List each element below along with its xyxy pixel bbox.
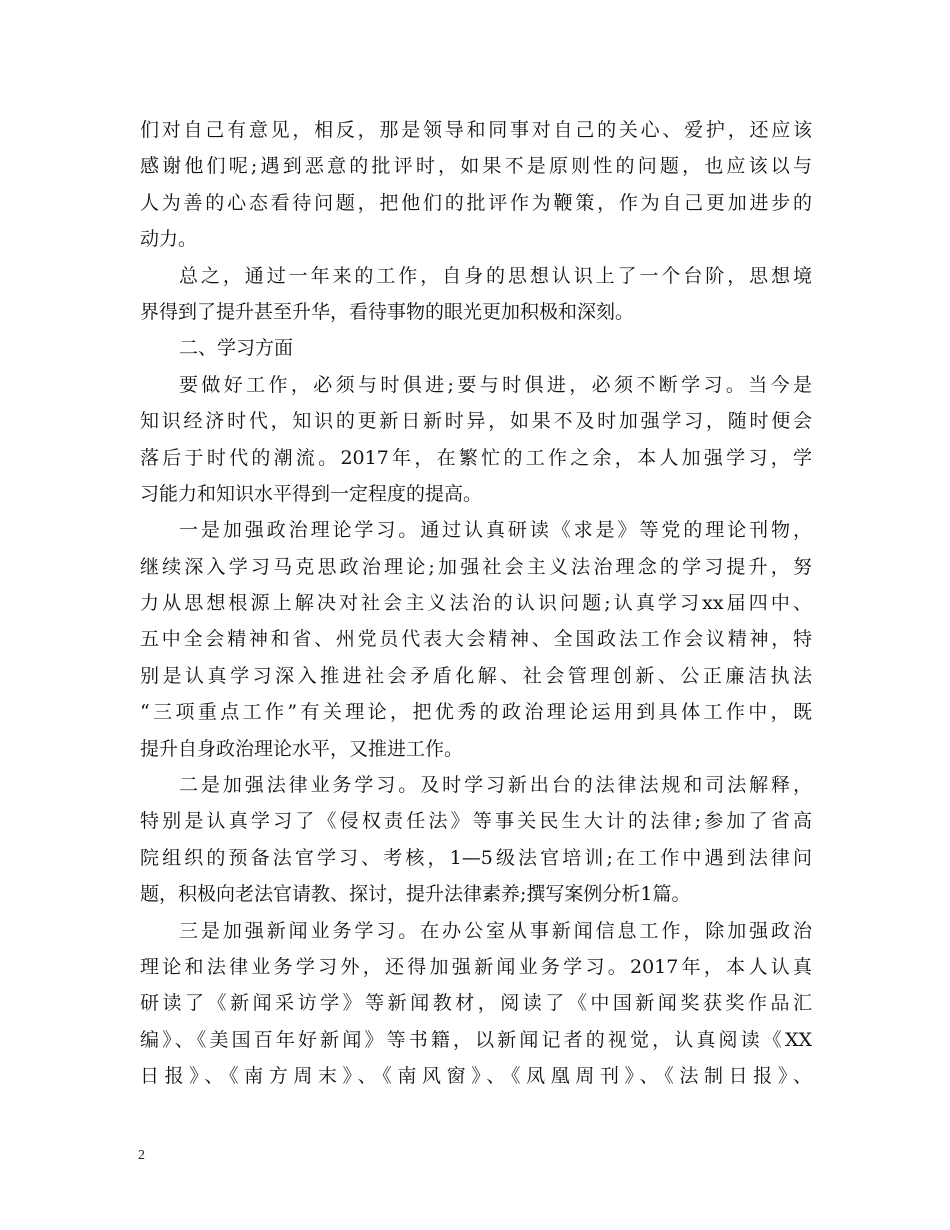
text-line: 继续深入学习马克思政治理论;加强社会主义法治理念的学习提升，努 [140, 555, 812, 578]
section-heading: 二、学习方面 [179, 337, 294, 360]
text-line: 日报》、《南方周末》、《南风窗》、《凤凰周刊》、《法制日报》、 [140, 1065, 812, 1088]
text-line: 一是加强政治理论学习。通过认真研读《求是》等党的理论刊物， [179, 519, 812, 542]
text-line: 界得到了提升甚至升华，看待事物的眼光更加积极和深刻。 [140, 300, 635, 323]
text-line: 编》、《美国百年好新闻》等书籍，以新闻记者的视觉，认真阅读《XX [140, 1028, 812, 1051]
text-line: 总之，通过一年来的工作，自身的思想认识上了一个台阶，思想境 [179, 264, 812, 287]
text-line: 三是加强新闻业务学习。在办公室从事新闻信息工作，除加强政治 [179, 919, 812, 942]
text-line: 特别是认真学习了《侵权责任法》等事关民生大计的法律;参加了省高 [140, 810, 812, 833]
text-line: 习能力和知识水平得到一定程度的提高。 [140, 482, 483, 505]
document-body [140, 112, 812, 1095]
text-line: 落后于时代的潮流。2017年，在繁忙的工作之余，本人加强学习，学 [140, 446, 812, 469]
text-line: 人为善的心态看待问题，把他们的批评作为鞭策，作为自己更加进步的 [140, 191, 812, 214]
text-line: 知识经济时代，知识的更新日新时异，如果不及时加强学习，随时便会 [140, 410, 812, 433]
text-line: 力从思想根源上解决对社会主义法治的认识问题;认真学习xx届四中、 [140, 592, 812, 615]
text-line: 五中全会精神和省、州党员代表大会精神、全国政法工作会议精神，特 [140, 628, 812, 651]
text-line: 别是认真学习深入推进社会矛盾化解、社会管理创新、公正廉洁执法 [140, 664, 812, 687]
text-line: 动力。 [140, 228, 198, 251]
text-line: 们对自己有意见，相反，那是领导和同事对自己的关心、爱护，还应该 [140, 119, 812, 141]
text-line: 题，积极向老法官请教、探讨，提升法律素养;撰写案例分析1篇。 [140, 883, 691, 906]
text-line: 感谢他们呢;遇到恶意的批评时，如果不是原则性的问题，也应该以与 [140, 155, 812, 178]
text-line: 二是加强法律业务学习。及时学习新出台的法律法规和司法解释， [179, 774, 812, 797]
text-line: 要做好工作，必须与时俱进;要与时俱进，必须不断学习。当今是 [179, 373, 812, 396]
text-line: 院组织的预备法官学习、考核，1—5级法官培训;在工作中遇到法律问 [140, 846, 812, 869]
text-line: 提升自身政治理论水平，又推进工作。 [140, 737, 464, 760]
text-line: “三项重点工作”有关理论，把优秀的政治理论运用到具体工作中，既 [140, 701, 812, 724]
page-number: 2 [138, 1148, 145, 1163]
text-line: 理论和法律业务学习外，还得加强新闻业务学习。2017年，本人认真 [140, 955, 812, 978]
text-line: 研读了《新闻采访学》等新闻教材，阅读了《中国新闻奖获奖作品汇 [140, 992, 812, 1015]
